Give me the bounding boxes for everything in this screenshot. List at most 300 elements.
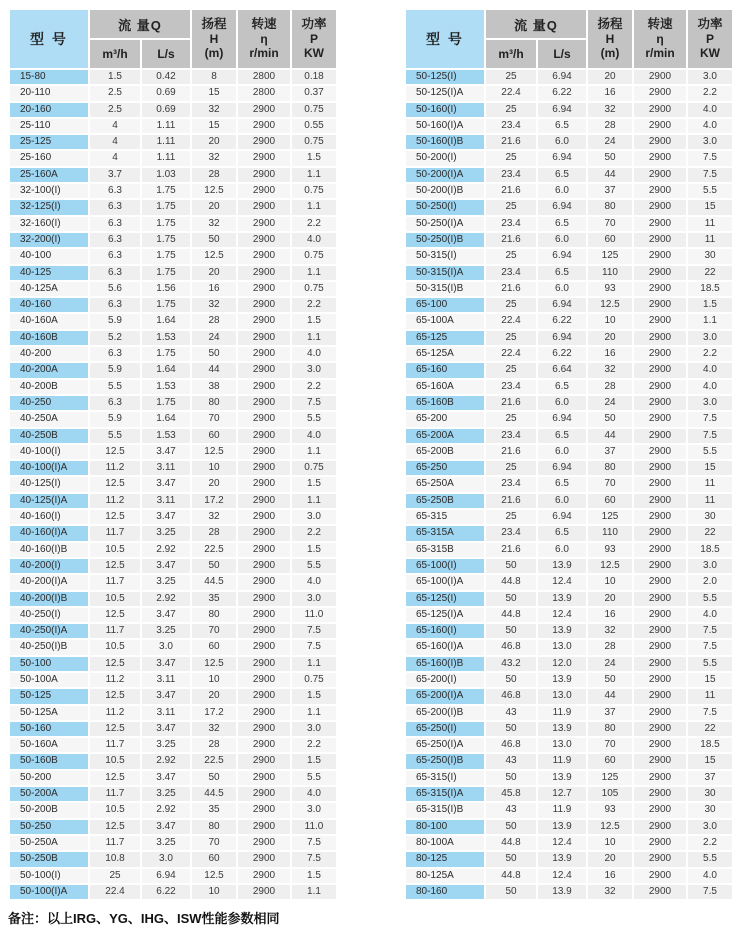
header-head-symbol: H [605,31,615,46]
model-cell: 40-125(I)A [10,494,88,508]
table-row [10,266,336,280]
speed-cell: 2900 [238,559,290,573]
power-cell: 4.0 [688,608,732,622]
flow-m3h-cell: 23.4 [486,429,536,443]
flow-m3h-cell: 46.8 [486,640,536,654]
power-cell: 1.5 [292,869,336,883]
flow-m3h-cell: 50 [486,673,536,687]
flow-m3h-cell: 50 [486,852,536,866]
power-cell: 37 [688,771,732,785]
table-row [10,119,336,133]
head-cell: 60 [192,429,236,443]
table-row [10,70,336,84]
table-row [10,494,336,508]
power-cell: 0.55 [292,119,336,133]
flow-m3h-cell: 43.2 [486,657,536,671]
head-cell: 20 [192,689,236,703]
speed-cell: 2900 [238,722,290,736]
table-row [10,445,336,459]
flow-ls-cell: 13.0 [538,640,586,654]
power-cell: 11 [688,217,732,231]
model-cell: 25-160A [10,168,88,182]
flow-ls-cell: 3.47 [142,689,190,703]
head-cell: 32 [588,103,632,117]
header-power-unit: KW [700,46,720,61]
flow-m3h-cell: 11.7 [90,575,140,589]
power-cell: 0.75 [292,282,336,296]
power-cell: 0.18 [292,70,336,84]
flow-ls-cell: 6.0 [538,184,586,198]
model-cell: 50-250(I)B [406,233,484,247]
flow-m3h-cell: 22.4 [90,885,140,899]
head-cell: 35 [192,803,236,817]
header-power-cn: 功率 [697,17,723,32]
flow-m3h-cell: 12.5 [90,608,140,622]
power-cell: 1.1 [292,266,336,280]
power-cell: 2.2 [688,347,732,361]
model-cell: 50-200(I) [406,151,484,165]
flow-m3h-cell: 23.4 [486,266,536,280]
flow-m3h-cell: 6.3 [90,217,140,231]
flow-ls-cell: 11.9 [538,706,586,720]
head-cell: 12.5 [192,184,236,198]
flow-ls-cell: 12.0 [538,657,586,671]
speed-cell: 2900 [634,282,686,296]
flow-ls-cell: 0.69 [142,86,190,100]
table-body-right [406,70,732,899]
flow-ls-cell: 6.5 [538,217,586,231]
header-head [588,10,632,68]
flow-m3h-cell: 25 [486,363,536,377]
power-cell: 7.5 [688,624,732,638]
power-cell: 15 [688,754,732,768]
header-model: 型 号 [10,10,88,68]
head-cell: 93 [588,282,632,296]
model-cell: 32-200(I) [10,233,88,247]
speed-cell: 2900 [634,689,686,703]
flow-m3h-cell: 5.5 [90,380,140,394]
power-cell: 4.0 [292,575,336,589]
flow-ls-cell: 13.9 [538,852,586,866]
speed-cell: 2900 [634,380,686,394]
head-cell: 16 [588,608,632,622]
head-cell: 110 [588,526,632,540]
flow-m3h-cell: 10.5 [90,592,140,606]
speed-cell: 2800 [238,86,290,100]
model-cell: 40-250 [10,396,88,410]
model-cell: 40-200(I)B [10,592,88,606]
speed-cell: 2900 [634,331,686,345]
table-header-left [10,10,336,68]
flow-ls-cell: 13.9 [538,771,586,785]
speed-cell: 2900 [634,429,686,443]
flow-m3h-cell: 11.7 [90,526,140,540]
head-cell: 93 [588,543,632,557]
model-cell: 50-100(I) [10,869,88,883]
table-row [406,869,732,883]
power-cell: 2.0 [688,575,732,589]
flow-m3h-cell: 50 [486,592,536,606]
flow-ls-cell: 3.11 [142,494,190,508]
model-cell: 65-250(I)A [406,738,484,752]
flow-ls-cell: 6.0 [538,233,586,247]
header-head-cn: 扬程 [597,17,623,32]
head-cell: 32 [192,103,236,117]
head-cell: 60 [192,640,236,654]
speed-cell: 2900 [634,412,686,426]
table-row [406,314,732,328]
head-cell: 15 [192,119,236,133]
head-cell: 70 [588,477,632,491]
power-cell: 11 [688,494,732,508]
table-row [406,852,732,866]
flow-m3h-cell: 25 [486,461,536,475]
table-row [406,575,732,589]
flow-ls-cell: 1.11 [142,119,190,133]
header-head-cn: 扬程 [201,17,227,32]
table-row [10,754,336,768]
head-cell: 16 [588,347,632,361]
power-cell: 5.5 [688,184,732,198]
flow-ls-cell: 3.47 [142,722,190,736]
flow-ls-cell: 3.25 [142,738,190,752]
head-cell: 22.5 [192,543,236,557]
model-cell: 40-250A [10,412,88,426]
head-cell: 22.5 [192,754,236,768]
model-cell: 40-125 [10,266,88,280]
head-cell: 28 [192,314,236,328]
flow-ls-cell: 1.56 [142,282,190,296]
flow-m3h-cell: 12.5 [90,510,140,524]
speed-cell: 2900 [238,184,290,198]
flow-m3h-cell: 25 [486,151,536,165]
flow-ls-cell: 3.25 [142,836,190,850]
power-cell: 15 [688,461,732,475]
speed-cell: 2900 [634,266,686,280]
flow-m3h-cell: 6.3 [90,249,140,263]
flow-m3h-cell: 44.8 [486,575,536,589]
power-cell: 7.5 [688,168,732,182]
header-power [688,10,732,68]
flow-ls-cell: 1.75 [142,200,190,214]
flow-ls-cell: 6.94 [538,249,586,263]
flow-m3h-cell: 6.3 [90,233,140,247]
head-cell: 125 [588,510,632,524]
model-cell: 50-160 [10,722,88,736]
speed-cell: 2900 [238,771,290,785]
speed-cell: 2900 [634,885,686,899]
model-cell: 65-315(I)B [406,803,484,817]
speed-cell: 2900 [634,233,686,247]
table-row [406,836,732,850]
head-cell: 70 [588,217,632,231]
power-cell: 1.5 [292,314,336,328]
model-cell: 40-100(I) [10,445,88,459]
flow-ls-cell: 6.5 [538,429,586,443]
flow-ls-cell: 6.5 [538,266,586,280]
head-cell: 32 [192,217,236,231]
table-body-left [10,70,336,899]
flow-ls-cell: 6.0 [538,494,586,508]
flow-m3h-cell: 5.2 [90,331,140,345]
head-cell: 20 [192,135,236,149]
power-cell: 5.5 [292,412,336,426]
speed-cell: 2900 [634,314,686,328]
flow-ls-cell: 1.75 [142,396,190,410]
head-cell: 60 [192,852,236,866]
header-speed-cn: 转速 [647,17,673,32]
head-cell: 10 [192,461,236,475]
speed-cell: 2900 [634,494,686,508]
table-row [406,657,732,671]
table-row [10,380,336,394]
speed-cell: 2900 [238,689,290,703]
table-row [406,331,732,345]
model-cell: 50-100A [10,673,88,687]
flow-m3h-cell: 22.4 [486,314,536,328]
power-cell: 3.0 [688,820,732,834]
model-cell: 40-160B [10,331,88,345]
header-power-unit: KW [304,46,324,61]
flow-m3h-cell: 10.5 [90,803,140,817]
flow-ls-cell: 13.9 [538,722,586,736]
flow-m3h-cell: 21.6 [486,233,536,247]
power-cell: 5.5 [292,559,336,573]
flow-m3h-cell: 50 [486,771,536,785]
table-row [406,396,732,410]
header-head-symbol: H [209,31,219,46]
table-row [406,526,732,540]
head-cell: 15 [192,86,236,100]
model-cell: 50-100(I)A [10,885,88,899]
model-cell: 65-315A [406,526,484,540]
flow-m3h-cell: 10.8 [90,852,140,866]
table-row [406,86,732,100]
head-cell: 125 [588,771,632,785]
model-cell: 65-200(I)B [406,706,484,720]
power-cell: 7.5 [688,640,732,654]
flow-ls-cell: 3.25 [142,575,190,589]
power-cell: 1.1 [292,657,336,671]
table-row [10,575,336,589]
head-cell: 16 [588,869,632,883]
speed-cell: 2900 [634,673,686,687]
model-cell: 65-125(I)A [406,608,484,622]
flow-m3h-cell: 44.8 [486,836,536,850]
flow-m3h-cell: 50 [486,885,536,899]
power-cell: 11.0 [292,820,336,834]
table-row [10,722,336,736]
model-cell: 40-200(I)A [10,575,88,589]
speed-cell: 2900 [238,754,290,768]
table-row [10,608,336,622]
table-row [406,461,732,475]
header-flow-m3h: m³/h [90,40,140,68]
table-row [10,673,336,687]
model-cell: 50-315(I) [406,249,484,263]
flow-m3h-cell: 6.3 [90,396,140,410]
flow-m3h-cell: 3.7 [90,168,140,182]
speed-cell: 2900 [238,852,290,866]
head-cell: 10 [192,673,236,687]
speed-cell: 2900 [238,706,290,720]
flow-ls-cell: 6.0 [538,543,586,557]
table-row [406,640,732,654]
head-cell: 32 [588,885,632,899]
power-cell: 11 [688,689,732,703]
power-cell: 3.0 [292,592,336,606]
speed-cell: 2900 [634,624,686,638]
table-row [406,103,732,117]
head-cell: 70 [588,738,632,752]
table-row [406,803,732,817]
flow-ls-cell: 6.5 [538,380,586,394]
flow-m3h-cell: 22.4 [486,347,536,361]
speed-cell: 2900 [238,461,290,475]
model-cell: 20-110 [10,86,88,100]
speed-cell: 2900 [238,363,290,377]
power-cell: 3.0 [688,70,732,84]
header-power-symbol: P [309,31,318,46]
speed-cell: 2900 [634,103,686,117]
power-cell: 2.2 [688,836,732,850]
head-cell: 70 [192,624,236,638]
table-row [10,298,336,312]
flow-m3h-cell: 21.6 [486,543,536,557]
flow-m3h-cell: 12.5 [90,689,140,703]
flow-m3h-cell: 44.8 [486,608,536,622]
table-row [10,852,336,866]
speed-cell: 2900 [238,738,290,752]
table-row [10,412,336,426]
power-cell: 11 [688,477,732,491]
speed-cell: 2900 [238,445,290,459]
flow-m3h-cell: 21.6 [486,135,536,149]
table-row [406,706,732,720]
head-cell: 44.5 [192,575,236,589]
table-row [10,820,336,834]
flow-m3h-cell: 11.2 [90,673,140,687]
power-cell: 2.2 [292,526,336,540]
head-cell: 28 [192,738,236,752]
power-cell: 15 [688,673,732,687]
table-row [406,592,732,606]
header-flow: 流 量Q [486,10,586,38]
model-cell: 40-125(I) [10,477,88,491]
flow-ls-cell: 1.11 [142,151,190,165]
flow-ls-cell: 6.0 [538,396,586,410]
header-power-symbol: P [705,31,714,46]
speed-cell: 2900 [238,494,290,508]
head-cell: 20 [192,200,236,214]
power-cell: 1.5 [688,298,732,312]
model-cell: 80-160 [406,885,484,899]
flow-m3h-cell: 12.5 [90,559,140,573]
flow-m3h-cell: 25 [486,331,536,345]
model-cell: 50-200A [10,787,88,801]
head-cell: 50 [588,151,632,165]
table-row [406,347,732,361]
power-cell: 1.5 [292,543,336,557]
model-cell: 50-200 [10,771,88,785]
model-cell: 65-100A [406,314,484,328]
speed-cell: 2900 [238,347,290,361]
model-cell: 65-250(I) [406,722,484,736]
model-cell: 32-160(I) [10,217,88,231]
power-cell: 0.75 [292,184,336,198]
note: 备注：以上IRG、YG、IHG、ISW性能参数相同 [8,911,280,927]
model-cell: 25-110 [10,119,88,133]
flow-ls-cell: 1.75 [142,217,190,231]
speed-cell: 2900 [238,624,290,638]
head-cell: 44 [588,168,632,182]
speed-cell: 2900 [238,103,290,117]
model-cell: 80-100A [406,836,484,850]
speed-cell: 2900 [238,836,290,850]
head-cell: 37 [588,184,632,198]
model-cell: 65-100(I)A [406,575,484,589]
model-cell: 65-250 [406,461,484,475]
flow-m3h-cell: 25 [486,70,536,84]
flow-m3h-cell: 12.5 [90,477,140,491]
power-cell: 30 [688,803,732,817]
table-row [10,200,336,214]
power-cell: 7.5 [292,852,336,866]
head-cell: 17.2 [192,706,236,720]
speed-cell: 2900 [238,135,290,149]
head-cell: 12.5 [588,298,632,312]
head-cell: 12.5 [192,869,236,883]
header-power [292,10,336,68]
model-cell: 32-100(I) [10,184,88,198]
head-cell: 80 [588,200,632,214]
head-cell: 60 [588,754,632,768]
speed-cell: 2900 [634,184,686,198]
head-cell: 20 [588,592,632,606]
head-cell: 32 [192,298,236,312]
flow-ls-cell: 13.9 [538,673,586,687]
speed-cell: 2900 [238,429,290,443]
table-row [10,331,336,345]
speed-cell: 2900 [634,852,686,866]
flow-ls-cell: 6.0 [538,445,586,459]
head-cell: 50 [588,673,632,687]
table-row [406,477,732,491]
speed-cell: 2900 [238,869,290,883]
head-cell: 80 [588,461,632,475]
power-cell: 0.75 [292,461,336,475]
flow-ls-cell: 6.5 [538,526,586,540]
flow-m3h-cell: 6.3 [90,184,140,198]
flow-ls-cell: 1.75 [142,184,190,198]
table-row [10,592,336,606]
power-cell: 18.5 [688,543,732,557]
head-cell: 93 [588,803,632,817]
flow-ls-cell: 3.0 [142,640,190,654]
model-cell: 40-200B [10,380,88,394]
power-cell: 1.5 [292,477,336,491]
header-speed-unit: r/min [249,46,279,61]
flow-ls-cell: 1.03 [142,168,190,182]
power-cell: 3.0 [292,803,336,817]
model-cell: 50-200B [10,803,88,817]
model-cell: 50-125(I) [406,70,484,84]
header-head-unit: (m) [204,46,224,61]
flow-m3h-cell: 23.4 [486,168,536,182]
table-row [10,803,336,817]
flow-m3h-cell: 45.8 [486,787,536,801]
power-cell: 30 [688,787,732,801]
